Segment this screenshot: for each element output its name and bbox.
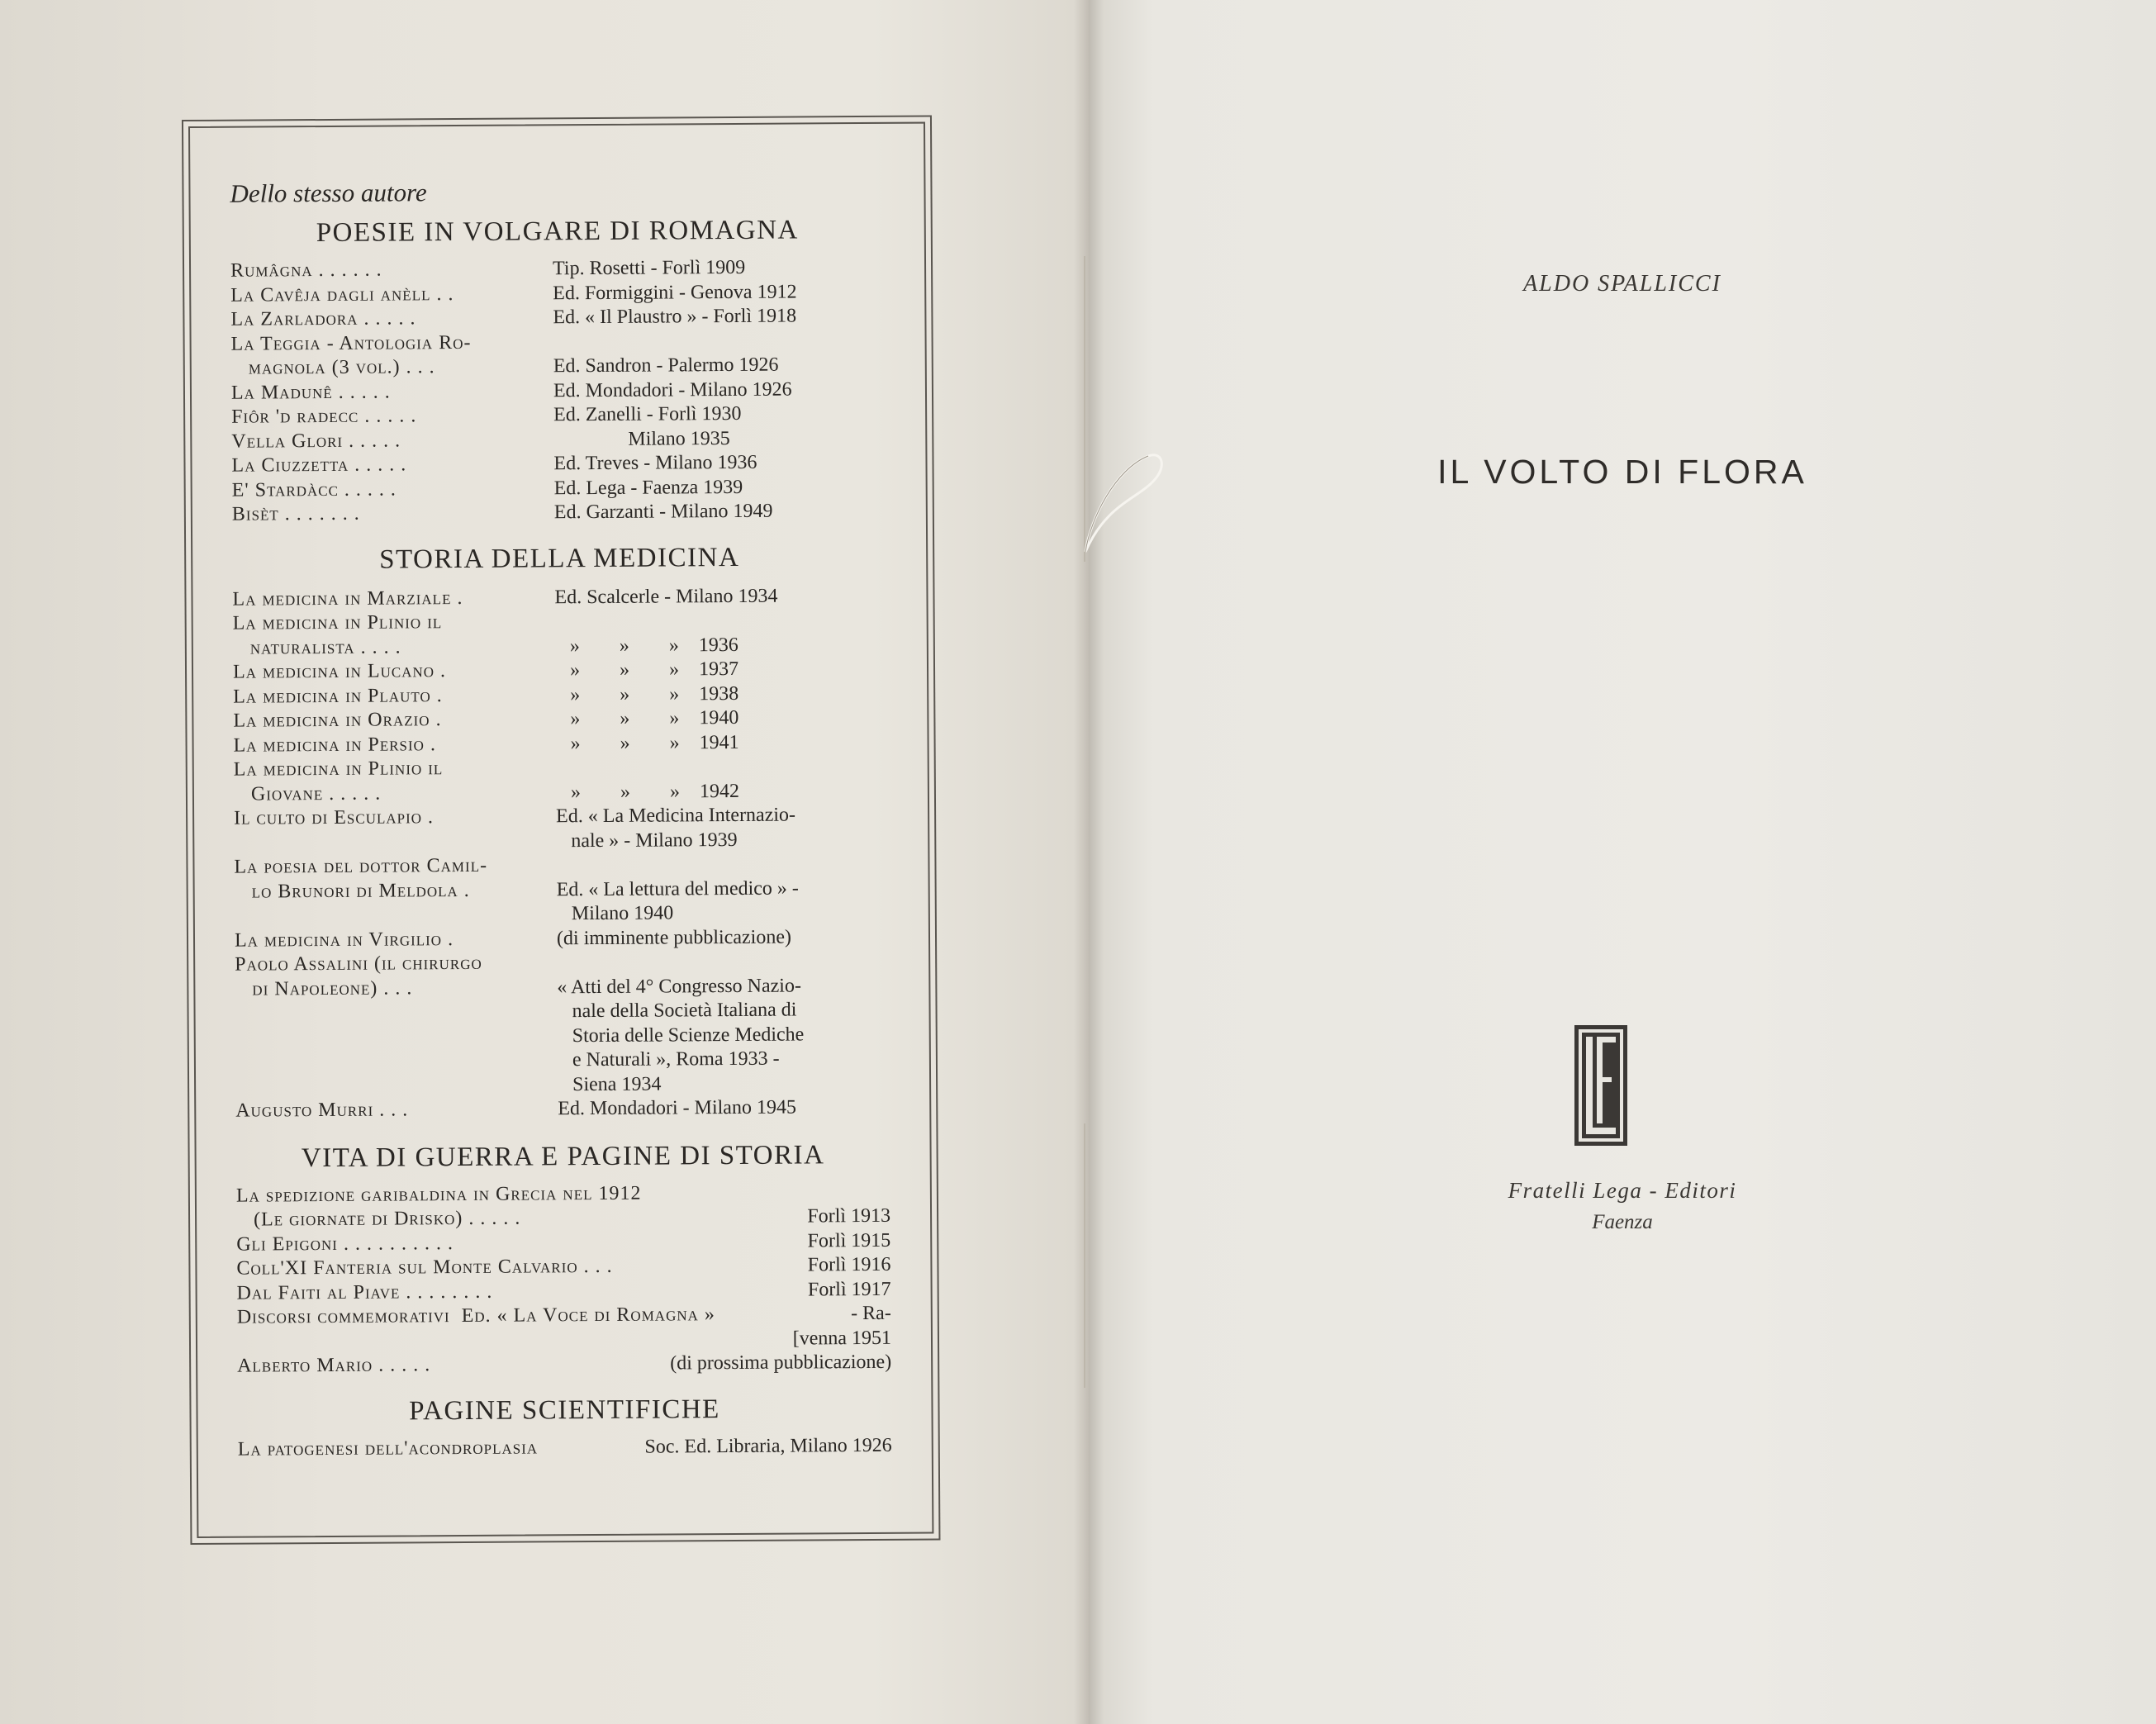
publisher-info: e Naturali », Roma 1933 - (557, 1047, 780, 1071)
publisher-info: » » » 1940 (555, 706, 739, 730)
list-item (235, 1071, 890, 1099)
publisher-info (555, 608, 887, 634)
work-title: La medicina in Plinio il (233, 758, 444, 781)
list-item (231, 353, 886, 381)
list-item (230, 279, 885, 307)
list-item (233, 657, 887, 685)
list-item (236, 1228, 890, 1256)
work-title: La medicina in Virgilio . (234, 928, 454, 952)
intro-heading: Dello stesso autore (230, 178, 427, 208)
list-item (235, 949, 889, 977)
publisher-city: Faenza (1592, 1211, 1653, 1233)
list-item (236, 1180, 890, 1208)
list-item (233, 729, 887, 758)
list-item (235, 1022, 890, 1050)
bibliography-frame (188, 122, 933, 1538)
work-title: Paolo Assalini (il chirurgo (235, 952, 482, 976)
publisher-info (699, 1180, 890, 1205)
list-item (235, 924, 889, 952)
publisher-info: Forlì 1913 (807, 1204, 891, 1228)
publisher-info: » » » 1937 (554, 658, 739, 682)
list-item (235, 1047, 890, 1075)
work-title (237, 1327, 700, 1355)
list-item (231, 377, 886, 405)
publisher-info (556, 754, 888, 781)
section-title: VITA DI GUERRA E PAGINE DI STORIA (301, 1139, 825, 1173)
list-item (233, 632, 887, 660)
work-title (235, 1000, 557, 1026)
list-item (230, 304, 885, 332)
publisher-info: Ed. Sandron - Palermo 1926 (553, 354, 779, 378)
publisher-info (557, 949, 889, 976)
work-title (235, 902, 557, 928)
work-title: La medicina in Persio . (233, 733, 436, 757)
list-item (235, 998, 889, 1026)
publisher-info (553, 328, 886, 354)
publisher-info: Soc. Ed. Libraria, Milano 1926 (644, 1434, 892, 1458)
publisher-info: Tip. Rosetti - Forlì 1909 (552, 256, 746, 280)
list-item (234, 852, 888, 880)
list-item (231, 401, 886, 430)
section-title: PAGINE SCIENTIFICHE (409, 1394, 720, 1426)
list-item (230, 255, 885, 283)
list-item (235, 1095, 890, 1123)
work-title: Dal Faiti al Piave . . . . . . . . (236, 1280, 493, 1304)
publisher-info: Ed. Mondadori - Milano 1926 (553, 378, 792, 401)
list-item (237, 1351, 891, 1379)
publisher-info: « Atti del 4° Congresso Nazio- (557, 974, 802, 998)
work-title: Fiôr 'd radecc . . . . . (231, 405, 417, 428)
publisher-info: Ed. Lega - Faenza 1939 (553, 476, 743, 499)
bibliography (230, 164, 892, 1462)
list-item (236, 1253, 890, 1281)
work-title (234, 829, 556, 856)
publisher-info: Ed. « La lettura del medico » - (556, 877, 799, 900)
work-title: La Teggia - Antologia Ro- (230, 331, 472, 355)
publisher-info: Ed. Formiggini - Genova 1912 (553, 281, 797, 304)
work-title: La spedizione garibaldina in Grecia nel 1912 (235, 1182, 642, 1207)
publisher-info (556, 852, 888, 878)
book-gutter (1074, 0, 1104, 1724)
section-title: POESIE IN VOLGARE DI ROMAGNA (316, 215, 799, 249)
list-item (234, 827, 888, 855)
publisher-info: Ed. « Il Plaustro » - Forlì 1918 (553, 305, 797, 329)
publisher-info: Ed. Scalcerle - Milano 1934 (554, 585, 778, 608)
publisher-name: Fratelli Lega - Editori (1508, 1178, 1737, 1203)
publisher-info: » » » 1942 (555, 780, 740, 803)
publisher-info: Ed. Garzanti - Milano 1949 (553, 500, 773, 524)
publisher-info: nale della Società Italiana di (557, 999, 797, 1023)
list-item (233, 681, 887, 709)
work-title: E' Stardàcc . . . . . (231, 477, 397, 501)
work-title: Augusto Murri . . . (235, 1099, 409, 1122)
publisher-info: » » » 1941 (555, 731, 739, 754)
publisher-info: » » » 1936 (554, 634, 738, 657)
publisher-info: - Ra- (851, 1302, 891, 1325)
right-page (1089, 0, 2156, 1724)
work-title: Discorsi commemorativi Ed. « La Voce di Romagna » (236, 1304, 715, 1328)
work-title: naturalista . . . . (232, 635, 401, 659)
publisher-info: Siena 1934 (558, 1073, 662, 1095)
list-item (231, 450, 886, 478)
list-item (234, 778, 888, 806)
work-title: La Ciuzzetta . . . . . (231, 454, 407, 477)
list-item (237, 1326, 891, 1354)
list-item (234, 754, 888, 782)
work-title: La poesia del dottor Camil- (234, 854, 488, 878)
list-item (235, 876, 889, 904)
publisher-info: » » » 1938 (555, 682, 739, 705)
work-title: magnola (3 vol.) . . . (230, 356, 435, 379)
section-list (230, 255, 886, 527)
work-title: La medicina in Orazio . (233, 709, 442, 732)
publisher-info: (di imminente pubblicazione) (556, 926, 792, 949)
work-title: La Madunê . . . . . (230, 381, 391, 404)
publisher-info: Ed. Zanelli - Forlì 1930 (553, 402, 742, 426)
list-item (232, 583, 886, 611)
work-title: La medicina in Plinio il (232, 611, 443, 634)
work-title (235, 1048, 558, 1075)
publisher-info: nale » - Milano 1939 (556, 829, 738, 852)
work-title: di Napoleone) . . . (235, 976, 413, 1000)
publisher-info: Milano 1935 (553, 427, 730, 450)
publisher-info: Milano 1940 (556, 902, 674, 925)
work-title: Alberto Mario . . . . . (237, 1354, 431, 1377)
work-title: La medicina in Lucano . (232, 660, 447, 683)
work-title: La Zarladora . . . . . (230, 307, 416, 330)
publisher-info: [venna 1951 (792, 1327, 892, 1350)
section-title: STORIA DELLA MEDICINA (379, 542, 740, 575)
work-title: (Le giornate di Drisko) . . . . . (236, 1207, 521, 1231)
list-item (235, 973, 889, 1001)
list-item (234, 803, 888, 831)
list-item (232, 474, 886, 502)
list-item (237, 1302, 891, 1330)
work-title: Il culto di Esculapio . (234, 806, 435, 829)
publisher-info: Ed. « La Medicina Internazio- (556, 804, 796, 828)
work-title (235, 1024, 558, 1051)
work-title: Giovane . . . . . (233, 782, 382, 805)
work-title: Vella Glori . . . . . (231, 429, 401, 453)
publisher-info: Forlì 1916 (807, 1253, 891, 1276)
binding-thread-icon (1074, 453, 1173, 568)
work-title (235, 1073, 558, 1099)
author-name: ALDO SPALLICCI (1523, 271, 1721, 297)
list-item (232, 499, 886, 527)
list-item (236, 1204, 890, 1232)
list-item (231, 425, 886, 454)
binding-stitch (1084, 1123, 1085, 1388)
list-item (233, 705, 887, 734)
list-item (238, 1433, 892, 1461)
list-item (235, 900, 889, 928)
book-title: IL VOLTO DI FLORA (1437, 453, 1807, 491)
publisher-info: Forlì 1915 (807, 1229, 891, 1251)
publisher-info: (di prossima pubblicazione) (670, 1351, 892, 1375)
work-title: La patogenesi dell'acondroplasia (237, 1436, 539, 1460)
publisher-info: Ed. Mondadori - Milano 1945 (558, 1096, 796, 1120)
lega-publisher-monogram-icon (1574, 1024, 1628, 1151)
publisher-info: Ed. Treves - Milano 1936 (553, 451, 757, 475)
section-list (238, 1433, 892, 1461)
work-title: lo Brunori di Meldola . (234, 879, 470, 903)
work-title: Coll'XI Fanteria sul Monte Calvario . . . (236, 1255, 613, 1280)
work-title: La Cavêja dagli anèll . . (230, 283, 454, 306)
publisher-info: Forlì 1917 (807, 1278, 891, 1300)
work-title: Bisèt . . . . . . . (231, 502, 360, 525)
section-list (236, 1180, 891, 1379)
work-title: Gli Epigoni . . . . . . . . . . (236, 1232, 454, 1256)
publisher-info: Storia delle Scienze Mediche (557, 1023, 805, 1047)
list-item (231, 328, 886, 356)
section-list (232, 583, 890, 1123)
work-title: La medicina in Plauto . (233, 684, 443, 708)
list-item (233, 608, 887, 636)
work-title: La medicina in Marziale . (232, 587, 463, 610)
list-item (237, 1277, 891, 1305)
work-title: Rumâgna . . . . . . (230, 259, 382, 282)
